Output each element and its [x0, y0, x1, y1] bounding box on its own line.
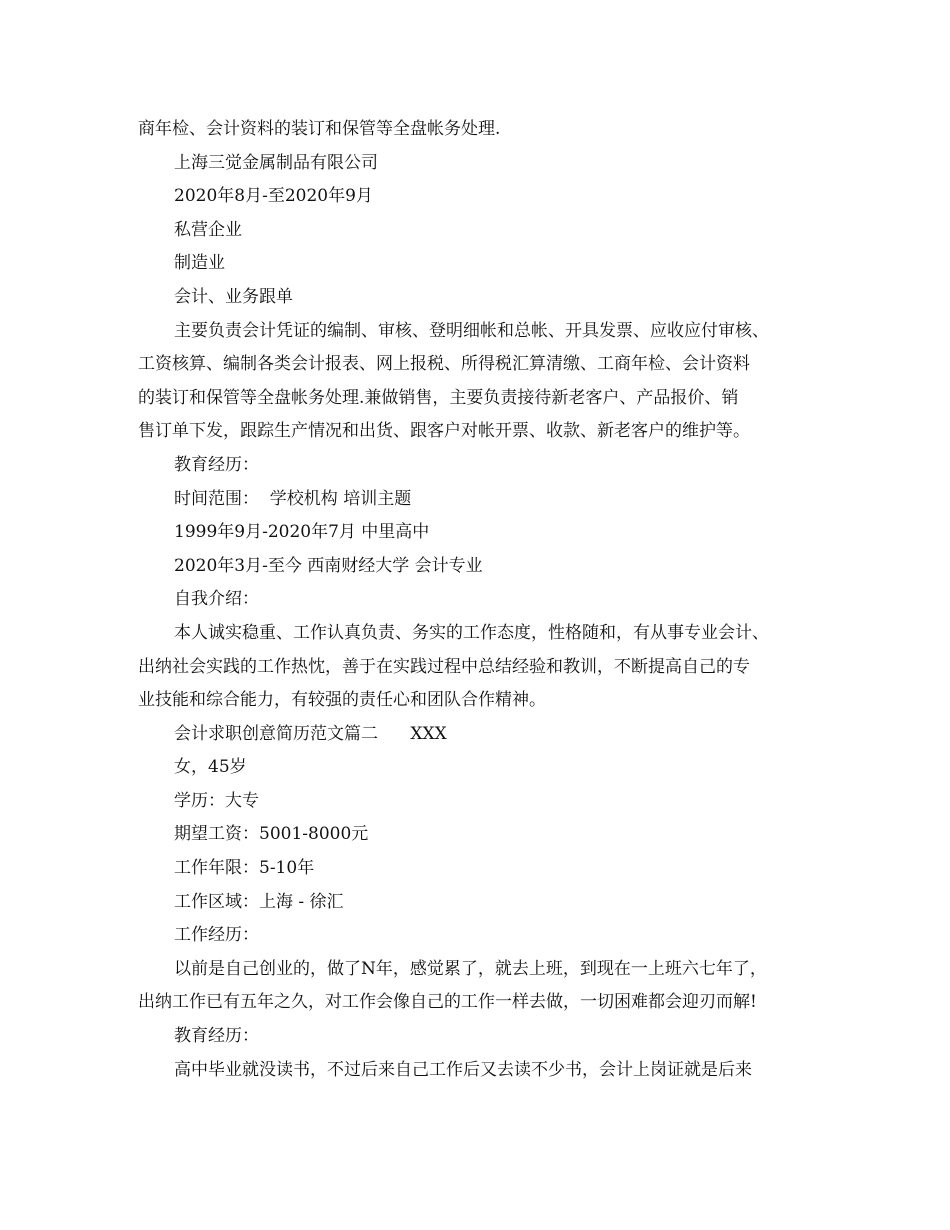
text-line: 2020年8月-至2020年9月 [174, 186, 373, 207]
text-line: 售订单下发，跟踪生产情况和出货、跟客户对帐开票、收款、新老客户的维护等。 [138, 421, 750, 442]
text-line: 以前是自己创业的，做了N年，感觉累了，就去上班，到现在一上班六七年了， [174, 958, 767, 979]
text-line: 出纳工作已有五年之久，对工作会像自己的工作一样去做，一切困难都会迎刃而解! [138, 992, 757, 1013]
text-line: 本人诚实稳重、工作认真负责、务实的工作态度，性格随和，有从事专业会计、 [174, 622, 769, 643]
text-line: 高中毕业就没读书，不过后来自己工作后又去读不少书，会计上岗证就是后来 [174, 1059, 752, 1080]
text-line: 上海三觉金属制品有限公司 [174, 152, 378, 173]
text-line: 的装订和保管等全盘帐务处理.兼做销售，主要负责接待新老客户、产品报价、销 [138, 387, 739, 408]
text-line: 出纳社会实践的工作热忱，善于在实践过程中总结经验和教训，不断提高自己的专 [138, 656, 750, 677]
text-line: 制造业 [174, 253, 225, 274]
text-line: 主要负责会计凭证的编制、审核、登明细帐和总帐、开具发票、应收应付审核、 [174, 320, 769, 341]
text-line: 女，45岁 [174, 757, 247, 778]
text-line: 1999年9月-2020年7月 中里高中 [174, 522, 430, 543]
text-line: 会计、业务跟单 [174, 286, 293, 307]
text-line: 期望工资：5001-8000元 [174, 824, 369, 845]
text-line: 工作区域：上海 - 徐汇 [174, 891, 344, 912]
text-line: 私营企业 [174, 219, 242, 240]
text-line: 教育经历： [174, 1026, 259, 1047]
text-line: 会计求职创意简历范文篇二 XXX [174, 723, 447, 744]
text-line: 2020年3月-至今 西南财经大学 会计专业 [174, 555, 483, 576]
text-line: 工资核算、编制各类会计报表、网上报税、所得税汇算清缴、工商年检、会计资料 [138, 354, 750, 375]
text-line: 工作经历： [174, 925, 259, 946]
text-line: 教育经历： [174, 454, 259, 475]
document-body [138, 113, 818, 1087]
text-line: 工作年限：5-10年 [174, 858, 315, 879]
text-line: 商年检、会计资料的装订和保管等全盘帐务处理. [138, 119, 501, 139]
text-line: 自我介绍： [174, 589, 259, 610]
text-line: 学历：大专 [174, 790, 259, 811]
text-line: 业技能和综合能力，有较强的责任心和团队合作精神。 [138, 690, 546, 711]
text-line: 时间范围： 学校机构 培训主题 [174, 488, 412, 509]
